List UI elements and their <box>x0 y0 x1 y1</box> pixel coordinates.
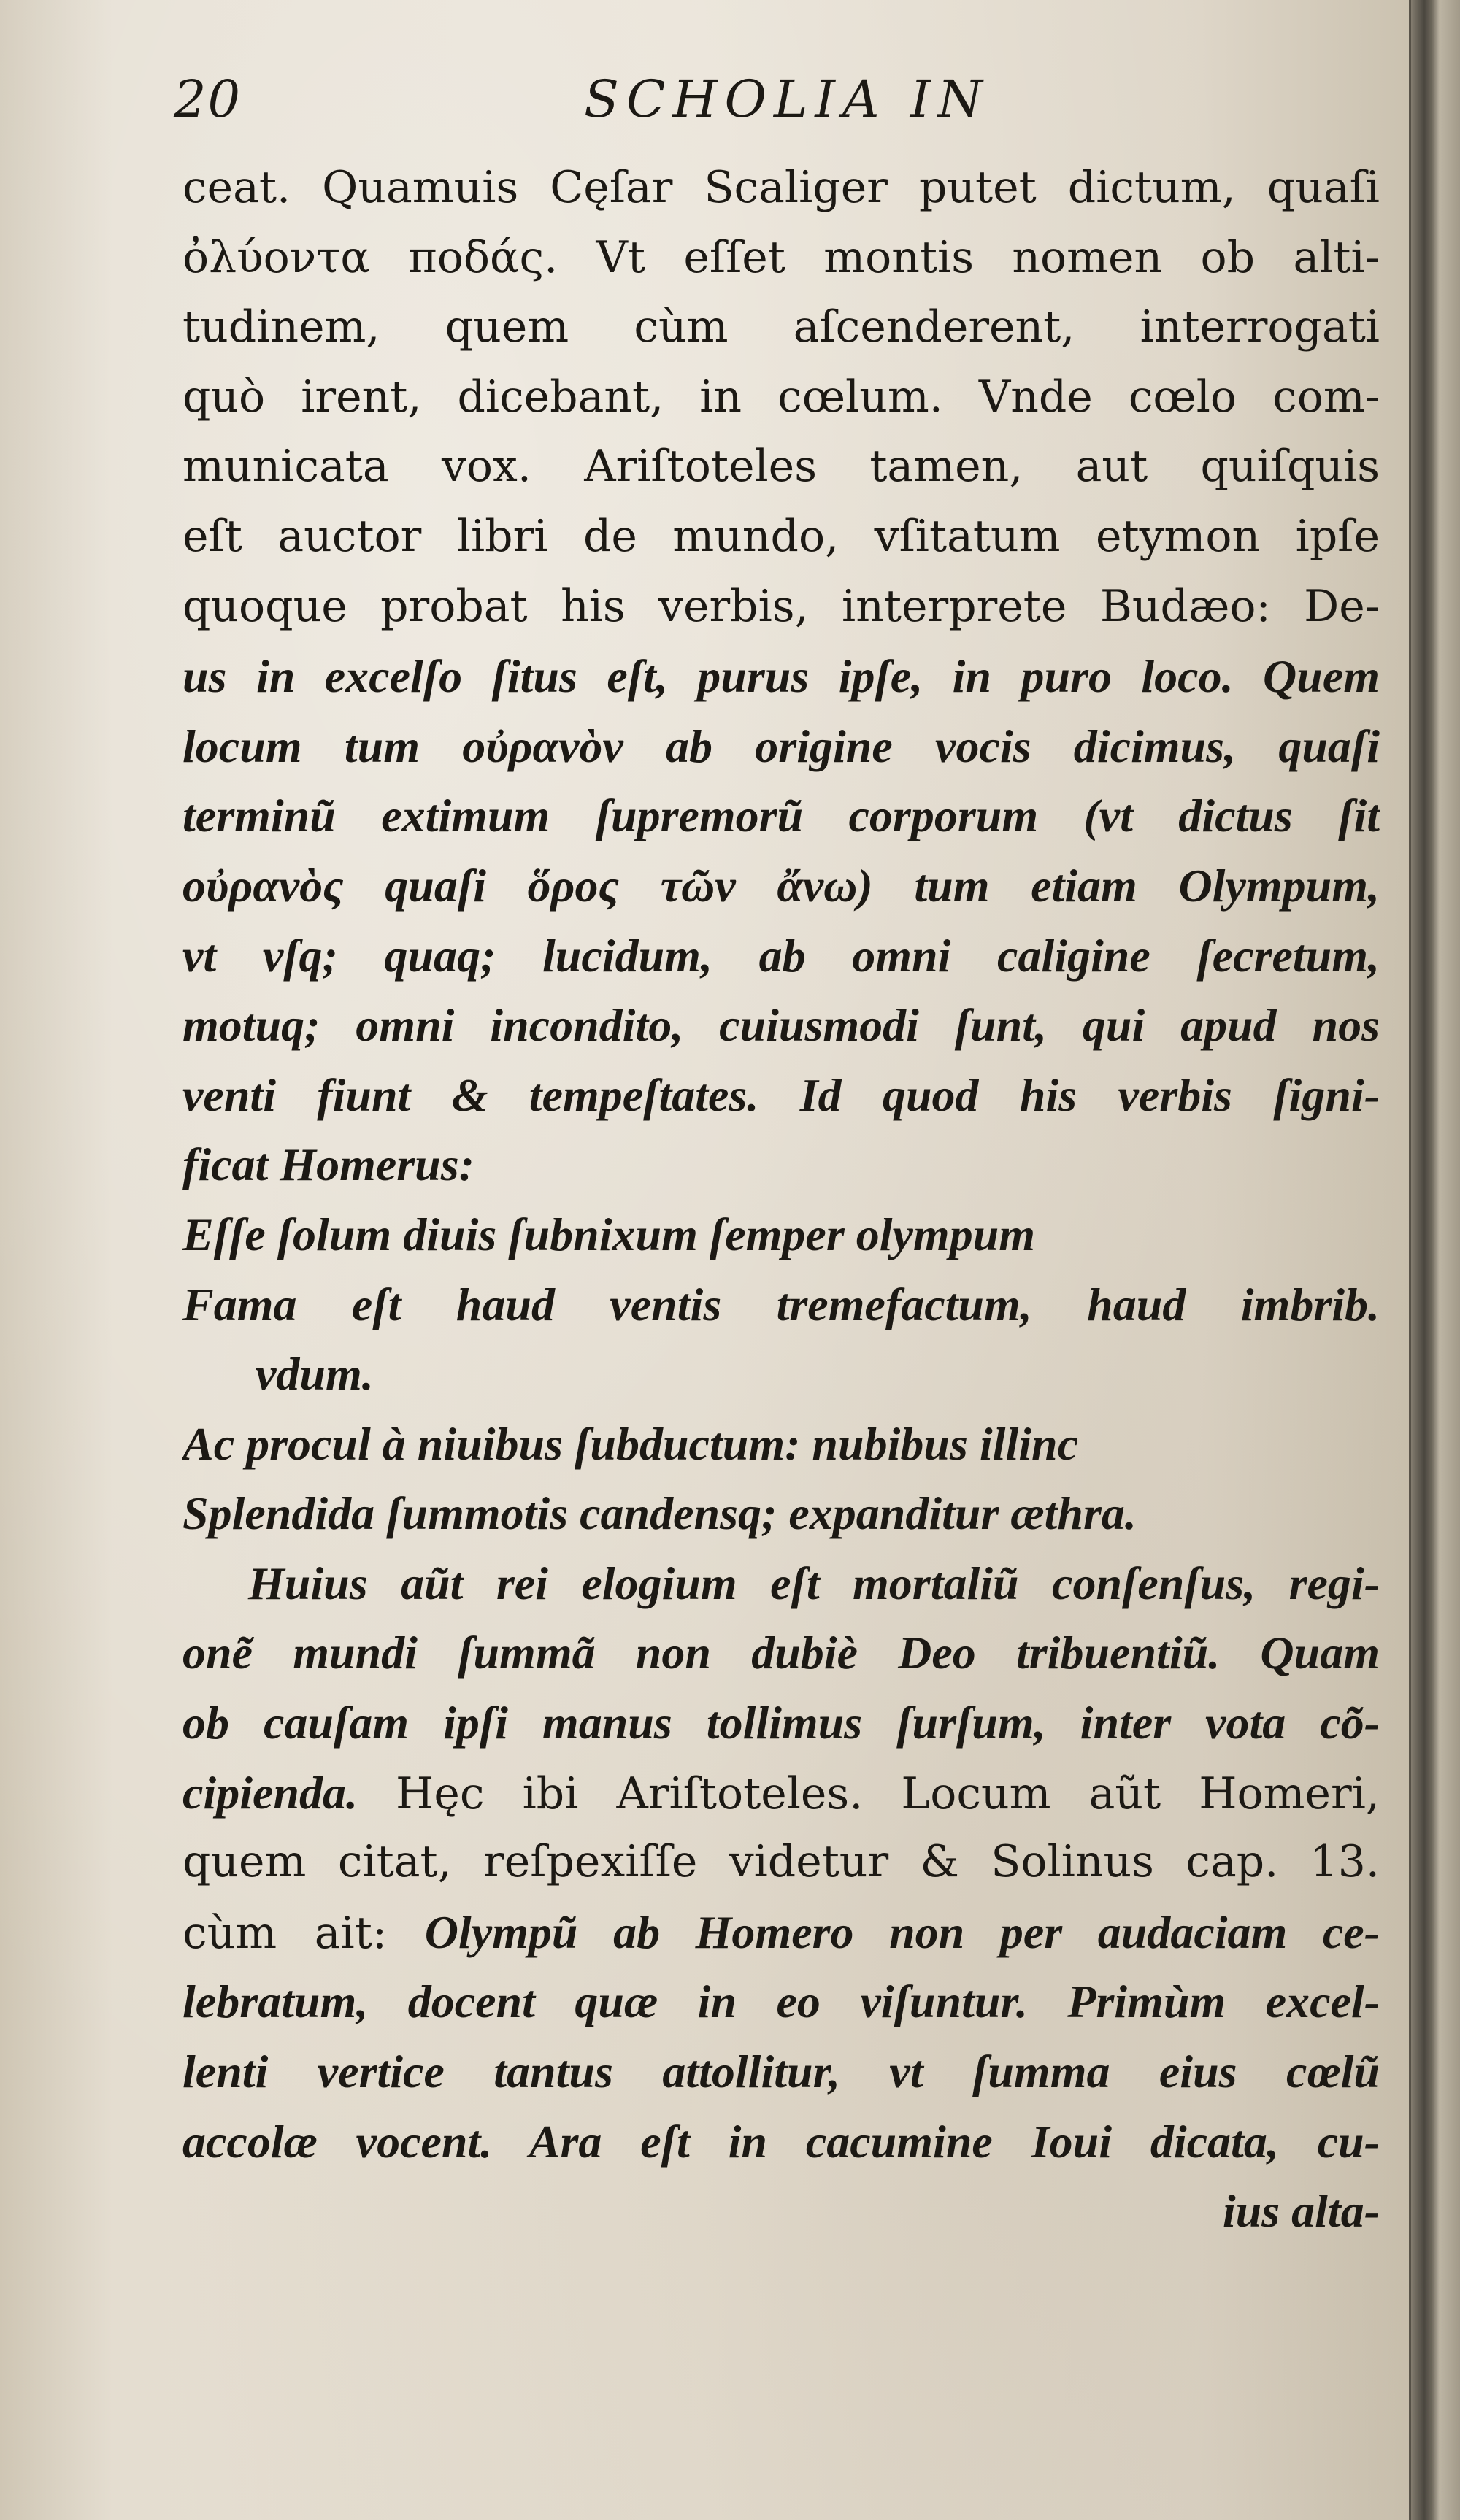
text-line: accolæ vocent. Ara eſt in cacumine Ioui dicata, cu- <box>182 2115 1380 2168</box>
text-line: tudinem, quem cùm aſcenderent, interrogati <box>182 301 1380 353</box>
text-line: motuq; omni incondito, cuiusmodi ſunt, qui apud nos <box>182 999 1380 1052</box>
text-segment: Hęc ibi Ariſtoteles. Locum aũt Homeri, <box>357 1768 1380 1819</box>
text-line: Ac procul à niuibus ſubductum: nubibus illinc <box>182 1417 1078 1470</box>
text-line: Fama eſt haud ventis tremefactum, haud imbrib. <box>182 1278 1380 1330</box>
page-number: 20 <box>174 69 242 129</box>
text-line: ob cauſam ipſi manus tollimus ſurſum, inter vota cõ- <box>182 1697 1380 1749</box>
text-line: quoque probat his verbis, interprete Budæo: De- <box>182 580 1380 632</box>
text-line: locum tum οὐρανὸν ab origine vocis dicimus, quaſi <box>182 720 1380 772</box>
text-line: vt vſq; quaq; lucidum, ab omni caligine ſecretum, <box>182 929 1380 982</box>
text-line: eſt auctor libri de mundo, vſitatum etymon ipſe <box>182 510 1380 562</box>
text-line: ceat. Quamuis Cęſar Scaliger putet dictum, quaſi <box>182 162 1380 213</box>
text-line <box>182 1758 1380 1828</box>
book-gutter <box>1409 0 1460 2520</box>
text-line: vdum. <box>256 1348 374 1400</box>
text-line: lebratum, docent quæ in eo viſuntur. Primùm excel- <box>182 1976 1380 2028</box>
running-title: SCHOLIA IN <box>584 69 990 129</box>
page-header <box>0 69 1409 135</box>
page-edge <box>1409 0 1411 2520</box>
text-line: quem citat, reſpexiſſe videtur & Solinus cap. 13. <box>182 1836 1380 1888</box>
text-line: οὐρανὸς quaſi ὅρος τῶν ἄνω) tum etiam Olympum, <box>182 859 1380 912</box>
text-line: Splendida ſummotis candensq; expanditur æthra. <box>182 1487 1137 1540</box>
text-line: ὀλύοντα ποδάς. Vt eſſet montis nomen ob alti- <box>182 231 1380 283</box>
text-line <box>182 1897 1380 1968</box>
text-line: quò irent, dicebant, in cœlum. Vnde cœlo com- <box>182 371 1380 423</box>
text-line: lenti vertice tantus attollitur, vt ſumma eius cœlũ <box>182 2046 1380 2098</box>
text-line: us in excelſo ſitus eſt, purus ipſe, in puro loco. Quem <box>182 650 1380 703</box>
text-line: onẽ mundi ſummã non dubiè Deo tribuentiũ. Quam <box>182 1627 1380 1679</box>
text-line: venti fiunt & tempeſtates. Id quod his verbis ſigni- <box>182 1068 1380 1121</box>
text-line: Huius aũt rei elogium eſt mortaliũ conſenſus, regi- <box>248 1557 1380 1609</box>
text-block <box>182 153 1380 2246</box>
text-segment: cùm ait: <box>182 1907 425 1959</box>
text-line: ius alta- <box>1222 2185 1380 2238</box>
text-line: Eſſe ſolum diuis ſubnixum ſemper olympum <box>182 1208 1036 1260</box>
text-line: terminũ extimum ſupremorũ corporum (vt dictus ſit <box>182 790 1380 842</box>
text-segment: Olympũ ab Homero non per audaciam ce- <box>424 1906 1380 1958</box>
text-line: ficat Homerus: <box>182 1138 474 1191</box>
text-segment: cipienda. <box>182 1766 358 1819</box>
text-line: municata vox. Ariſtoteles tamen, aut quiſquis <box>182 441 1380 493</box>
